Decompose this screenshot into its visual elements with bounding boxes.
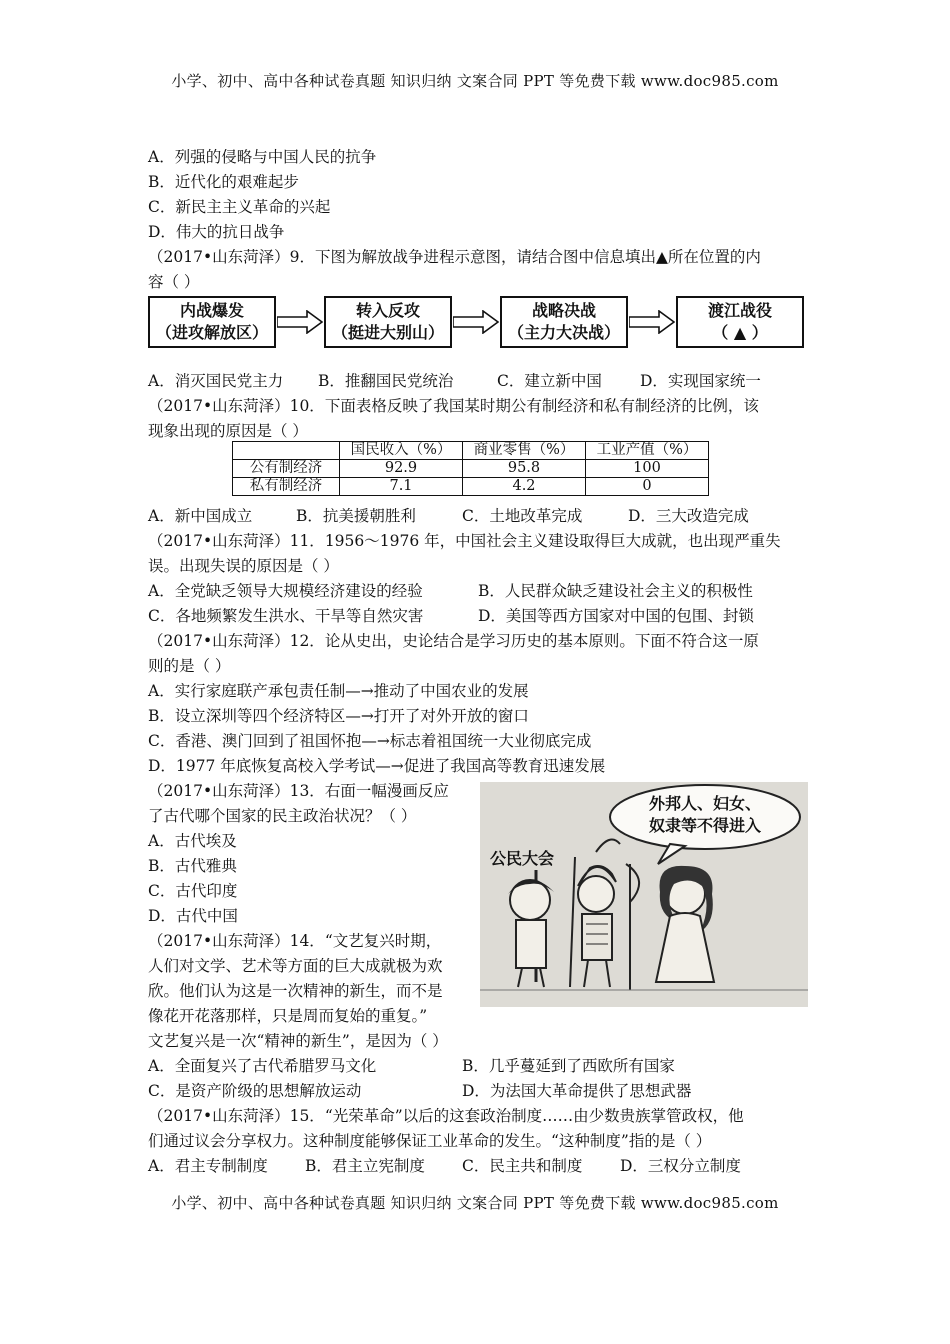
flow-box-1-sub: （进攻解放区） xyxy=(155,323,268,342)
table-header-cell: 国民收入（%） xyxy=(340,442,463,460)
flow-box-2-title: 转入反攻 xyxy=(355,301,420,320)
q9-stem-cont: 容（ ） xyxy=(148,273,200,291)
table-row xyxy=(233,460,709,478)
table-header-row xyxy=(233,442,709,460)
q13-stem: （2017•山东菏泽）13．右面一幅漫画反应 xyxy=(148,782,449,800)
cartoon-speech-bubble xyxy=(620,793,790,837)
flow-arrow-icon xyxy=(453,310,499,334)
q15-stem-cont: 们通过议会分享权力。这种制度能够保证工业革命的发生。“这种制度”指的是（ ） xyxy=(148,1132,712,1150)
q12-option-c: C．香港、澳门回到了祖国怀抱—→标志着祖国统一大业彻底完成 xyxy=(148,732,592,750)
flow-arrow-icon xyxy=(629,310,675,334)
table-header-cell: 商业零售（%） xyxy=(463,442,586,460)
q15-option-b: B．君主立宪制度 xyxy=(305,1157,425,1175)
q9-option-a: A．消灭国民党主力 xyxy=(148,372,284,390)
flow-box-4 xyxy=(676,296,804,348)
q15-option-c: C．民主共和制度 xyxy=(462,1157,583,1175)
cartoon-sign-text: 公民大会 xyxy=(490,849,555,868)
q13-option-c: C．古代印度 xyxy=(148,882,238,900)
q14-option-a: A．全面复兴了古代希腊罗马文化 xyxy=(148,1057,377,1075)
q15-option-a: A．君主专制制度 xyxy=(148,1157,268,1175)
flow-box-4-sub: （ ▲ ） xyxy=(712,323,768,342)
q12-option-b: B．设立深圳等四个经济特区—→打开了对外开放的窗口 xyxy=(148,707,529,725)
q14-option-d: D．为法国大革命提供了思想武器 xyxy=(462,1082,692,1100)
table-cell: 95.8 xyxy=(463,460,586,478)
q8-option-c: C．新民主主义革命的兴起 xyxy=(148,198,331,216)
q10-option-a: A．新中国成立 xyxy=(148,507,253,525)
q10-stem-cont: 现象出现的原因是（ ） xyxy=(148,422,308,440)
q12-option-d: D．1977 年底恢复高校入学考试—→促进了我国高等教育迅速发展 xyxy=(148,757,606,775)
table-cell: 公有制经济 xyxy=(233,460,340,478)
q8-option-b: B．近代化的艰难起步 xyxy=(148,173,299,191)
flow-arrow-icon xyxy=(277,310,323,334)
table-cell: 7.1 xyxy=(340,478,463,496)
page-header: 小学、初中、高中各种试卷真题 知识归纳 文案合同 PPT 等免费下载 www.doc985.com xyxy=(171,72,779,90)
table-cell: 100 xyxy=(586,460,709,478)
q11-stem-cont: 误。出现失误的原因是（ ） xyxy=(148,557,339,575)
cartoon-bubble-line-1: 外邦人、妇女、 xyxy=(648,794,761,813)
flow-box-2-sub: （挺进大别山） xyxy=(331,323,444,342)
flow-box-3-sub: （主力大决战） xyxy=(507,323,620,342)
flow-box-1-title: 内战爆发 xyxy=(179,301,244,320)
q9-option-c: C．建立新中国 xyxy=(497,372,602,390)
q12-stem-cont: 则的是（ ） xyxy=(148,657,231,675)
q14-stem-line4: 像花开花落那样，只是周而复始的重复。” xyxy=(148,1007,428,1025)
q9-stem: （2017•山东菏泽）9．下图为解放战争进程示意图，请结合图中信息填出▲所在位置的内 xyxy=(148,248,761,266)
table-header-cell: 工业产值（%） xyxy=(586,442,709,460)
q9-option-b: B．推翻国民党统治 xyxy=(318,372,454,390)
table-header-cell xyxy=(233,442,340,460)
q10-option-d: D．三大改造完成 xyxy=(628,507,749,525)
flow-box-3-title: 战略决战 xyxy=(531,301,596,320)
q11-option-b: B．人民群众缺乏建设社会主义的积极性 xyxy=(478,582,753,600)
table-cell: 4.2 xyxy=(463,478,586,496)
q12-stem: （2017•山东菏泽）12．论从史出，史论结合是学习历史的基本原则。下面不符合这一原 xyxy=(148,632,759,650)
q14-option-c: C．是资产阶级的思想解放运动 xyxy=(148,1082,362,1100)
q9-option-d: D．实现国家统一 xyxy=(640,372,761,390)
q14-stem-line2: 人们对文学、艺术等方面的巨大成就极为欢 xyxy=(148,957,443,975)
table-cell: 92.9 xyxy=(340,460,463,478)
q13-option-a: A．古代埃及 xyxy=(148,832,237,850)
cartoon-bubble-line-2: 奴隶等不得进入 xyxy=(648,816,761,835)
table-row xyxy=(233,478,709,496)
flow-box-2 xyxy=(324,296,452,348)
q11-option-d: D．美国等西方国家对中国的包围、封锁 xyxy=(478,607,754,625)
q8-option-d: D．伟大的抗日战争 xyxy=(148,223,285,241)
table-cell: 0 xyxy=(586,478,709,496)
athens-cartoon-image xyxy=(480,782,808,1007)
q14-stem-line3: 欣。他们认为这是一次精神的新生，而不是 xyxy=(148,982,443,1000)
flow-box-1 xyxy=(148,296,276,348)
q13-option-d: D．古代中国 xyxy=(148,907,238,925)
q8-option-a: A．列强的侵略与中国人民的抗争 xyxy=(148,148,377,166)
q14-stem-line5: 文艺复兴是一次“精神的新生”，是因为（ ） xyxy=(148,1032,448,1050)
q13-option-b: B．古代雅典 xyxy=(148,857,237,875)
q10-option-b: B．抗美援朝胜利 xyxy=(296,507,416,525)
flow-box-3 xyxy=(500,296,628,348)
q11-option-c: C．各地频繁发生洪水、干旱等自然灾害 xyxy=(148,607,424,625)
q14-stem: （2017•山东菏泽）14．“文艺复兴时期， xyxy=(148,932,442,950)
q13-stem-cont: 了古代哪个国家的民主政治状况？（ ） xyxy=(148,807,417,825)
q14-option-b: B．几乎蔓延到了西欧所有国家 xyxy=(462,1057,675,1075)
page-footer: 小学、初中、高中各种试卷真题 知识归纳 文案合同 PPT 等免费下载 www.doc985.com xyxy=(171,1194,779,1212)
q11-stem: （2017•山东菏泽）11．1956～1976 年，中国社会主义建设取得巨大成就，也出现严重失 xyxy=(148,532,781,550)
q10-stem: （2017•山东菏泽）10．下面表格反映了我国某时期公有制经济和私有制经济的比例，该 xyxy=(148,397,759,415)
table-cell: 私有制经济 xyxy=(233,478,340,496)
q11-option-a: A．全党缺乏领导大规模经济建设的经验 xyxy=(148,582,423,600)
q10-table xyxy=(232,441,709,496)
q15-option-d: D．三权分立制度 xyxy=(620,1157,741,1175)
q10-option-c: C．土地改革完成 xyxy=(462,507,583,525)
q12-option-a: A．实行家庭联产承包责任制—→推动了中国农业的发展 xyxy=(148,682,529,700)
q15-stem: （2017•山东菏泽）15．“光荣革命”以后的这套政治制度……由少数贵族掌管政权，他 xyxy=(148,1107,744,1125)
flow-box-4-title: 渡江战役 xyxy=(707,301,772,320)
